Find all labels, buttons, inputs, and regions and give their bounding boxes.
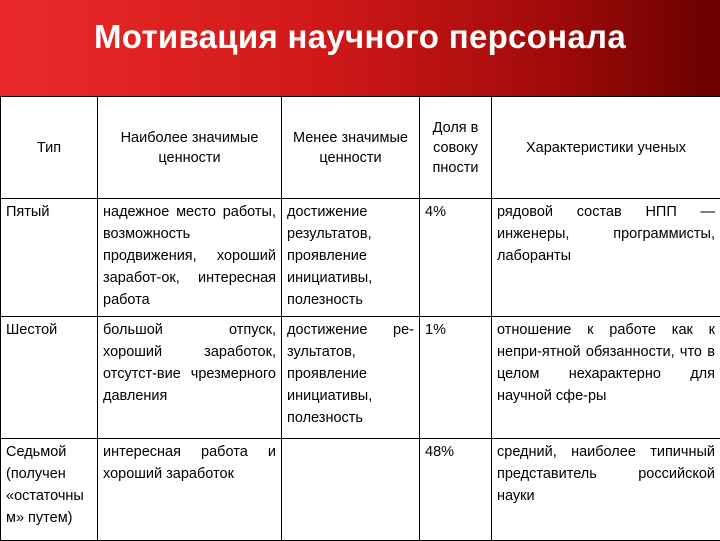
table-row <box>1 439 720 541</box>
cell-share: 4% <box>420 199 492 317</box>
cell-characteristics: рядовой состав НПП — инженеры, программисты, лаборанты <box>492 199 720 317</box>
cell-most-values: интересная работа и хороший заработок <box>98 439 282 541</box>
motivation-table <box>0 96 720 541</box>
cell-type: Пятый <box>1 199 98 317</box>
cell-characteristics: отношение к работе как к непри-ятной обязанности, что в целом нехарактерно для научной сфе-ры <box>492 317 720 439</box>
cell-less-values: достижение ре-зультатов, проявление инициативы, полезность <box>282 317 420 439</box>
cell-most-values: большой отпуск, хороший заработок, отсутст-вие чрезмерного давления <box>98 317 282 439</box>
title-banner <box>0 0 720 96</box>
cell-less-values: достижение результатов, проявление инициативы, полезность <box>282 199 420 317</box>
cell-share: 48% <box>420 439 492 541</box>
table-row <box>1 199 720 317</box>
cell-characteristics: средний, наиболее типичный представитель российской науки <box>492 439 720 541</box>
cell-most-values: надежное место работы, возможность продвижения, хороший заработ-ок, интересная работа <box>98 199 282 317</box>
cell-type: Шестой <box>1 317 98 439</box>
column-header-characteristics: Характеристики ученых <box>492 97 720 199</box>
table-header-row <box>1 97 720 199</box>
cell-less-values <box>282 439 420 541</box>
column-header-share: Доля в совоку пности <box>420 97 492 199</box>
table-row <box>1 317 720 439</box>
column-header-less-values: Менее значимые ценности <box>282 97 420 199</box>
page-title: Мотивация научного персонала <box>0 18 720 56</box>
column-header-most-values: Наиболее значимые ценности <box>98 97 282 199</box>
column-header-type: Тип <box>1 97 98 199</box>
cell-share: 1% <box>420 317 492 439</box>
cell-type: Седьмой (получен «остаточны м» путем) <box>1 439 98 541</box>
